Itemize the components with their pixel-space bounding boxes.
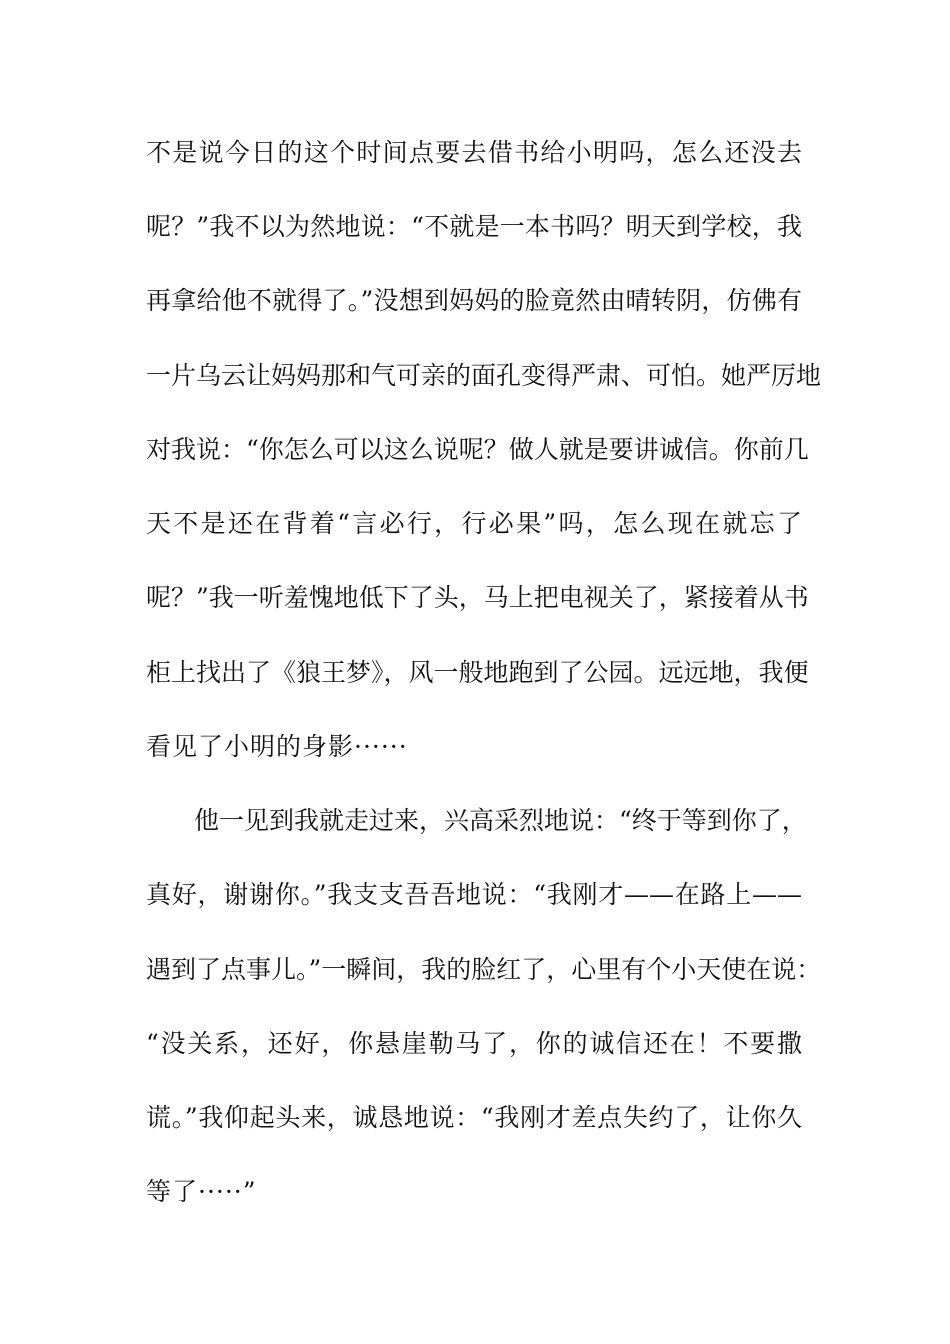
paragraph-first-line: 他一见到我就走过来，兴高采烈地说：“终于等到你了，	[194, 806, 807, 835]
text-line: 呢？”我一听羞愧地低下了头，马上把电视关了，紧接着从书	[146, 583, 809, 612]
text-line: 真好，谢谢你。”我支支吾吾地说：“我刚才——在路上——	[146, 880, 802, 909]
text-line: 呢？”我不以为然地说：“不就是一本书吗？明天到学校，我	[146, 212, 802, 241]
text-line: “没关系，还好，你悬崖勒马了，你的诚信还在！不要撒	[146, 1029, 802, 1058]
text-line: 遇到了点事儿。”一瞬间，我的脸红了，心里有个小天使在说：	[146, 955, 822, 984]
text-line: 再拿给他不就得了。”没想到妈妈的脸竟然由晴转阴，仿佛有	[146, 286, 802, 315]
text-line: 谎。”我仰起头来，诚恳地说：“我刚才差点失约了，让你久	[146, 1103, 802, 1132]
text-line: 等了·····”	[146, 1177, 257, 1206]
text-line: 对我说：“你怎么可以这么说呢？做人就是要讲诚信。你前几	[146, 435, 809, 464]
text-line: 一片乌云让妈妈那和气可亲的面孔变得严肃、可怕。她严厉地	[146, 361, 822, 390]
text-line: 不是说今日的这个时间点要去借书给小明吗，怎么还没去	[146, 138, 802, 167]
text-line: 天不是还在背着“言必行，行必果”吗，怎么现在就忘了	[146, 509, 802, 538]
text-line: 柜上找出了《狼王梦》，风一般地跑到了公园。远远地，我便	[146, 658, 809, 687]
text-line: 看见了小明的身影······	[146, 732, 408, 761]
